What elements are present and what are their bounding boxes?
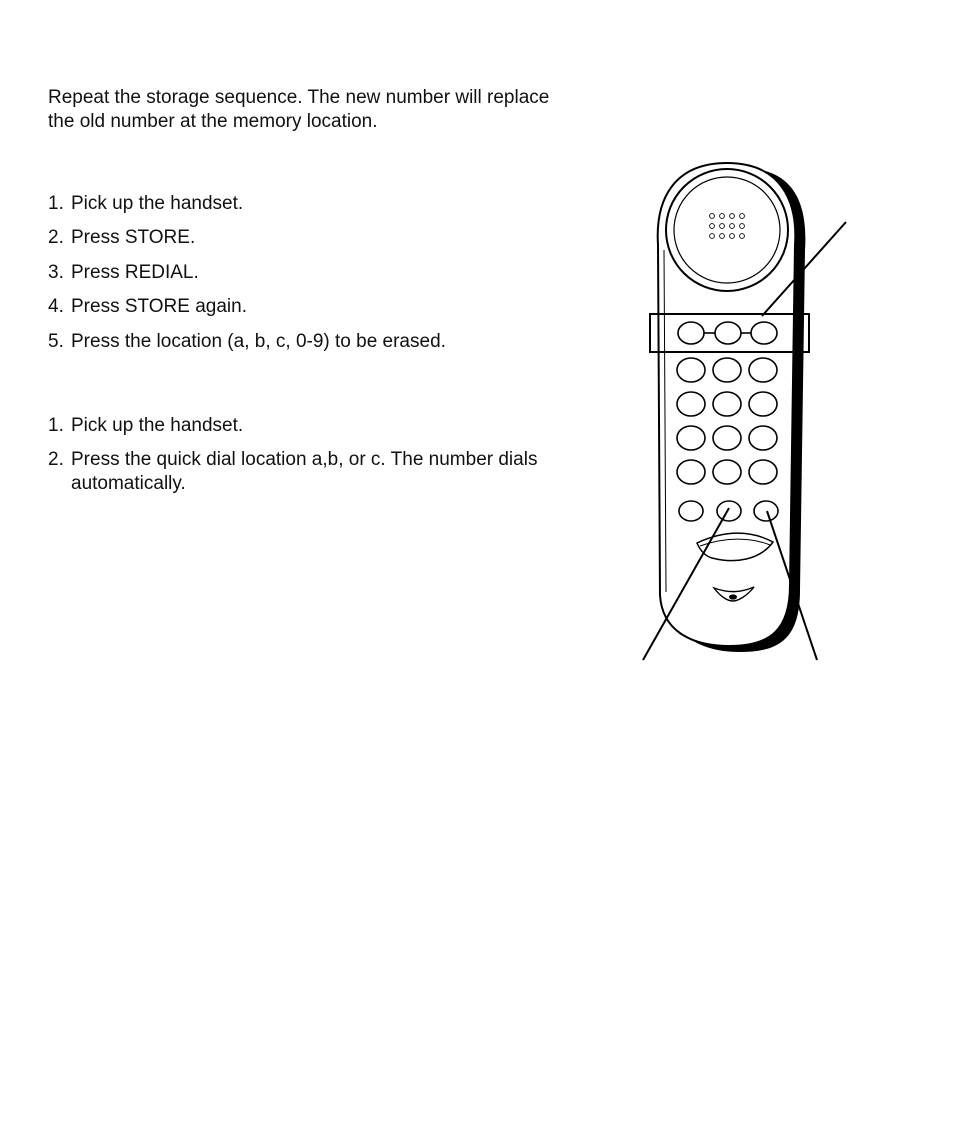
- step-number: 2.: [48, 449, 64, 470]
- step-text: Pick up the handset.: [71, 193, 244, 214]
- step-number: 2.: [48, 227, 64, 248]
- erase-step-2: [48, 226, 195, 250]
- phone-handset-illustration: [630, 160, 860, 670]
- microphone-hole: [729, 594, 737, 599]
- step-text: Pick up the handset.: [71, 415, 244, 436]
- erase-step-5: [48, 330, 446, 354]
- step-number: 1.: [48, 415, 64, 436]
- step-number: 4.: [48, 296, 64, 317]
- step-text: Press the quick dial location a,b, or c. The number dials automatically.: [71, 449, 538, 494]
- step-text: Press the location (a, b, c, 0-9) to be erased.: [71, 331, 446, 352]
- quick-dial-buttons: [678, 322, 777, 344]
- step-number: 5.: [48, 331, 64, 352]
- step-text: Press REDIAL.: [71, 262, 199, 283]
- step-text: Press STORE.: [71, 227, 196, 248]
- step-number: 1.: [48, 193, 64, 214]
- erase-step-1: [48, 192, 243, 216]
- intro-paragraph: Repeat the storage sequence. The new number will replace the old number at the memory location.: [48, 87, 550, 132]
- erase-step-4: [48, 295, 247, 319]
- dial-step-2: [48, 448, 548, 496]
- earpiece-inner: [674, 177, 780, 283]
- dial-step-1: [48, 414, 243, 438]
- erase-step-3: [48, 261, 199, 285]
- function-buttons: [679, 501, 778, 521]
- step-number: 3.: [48, 262, 64, 283]
- step-text: Press STORE again.: [71, 296, 248, 317]
